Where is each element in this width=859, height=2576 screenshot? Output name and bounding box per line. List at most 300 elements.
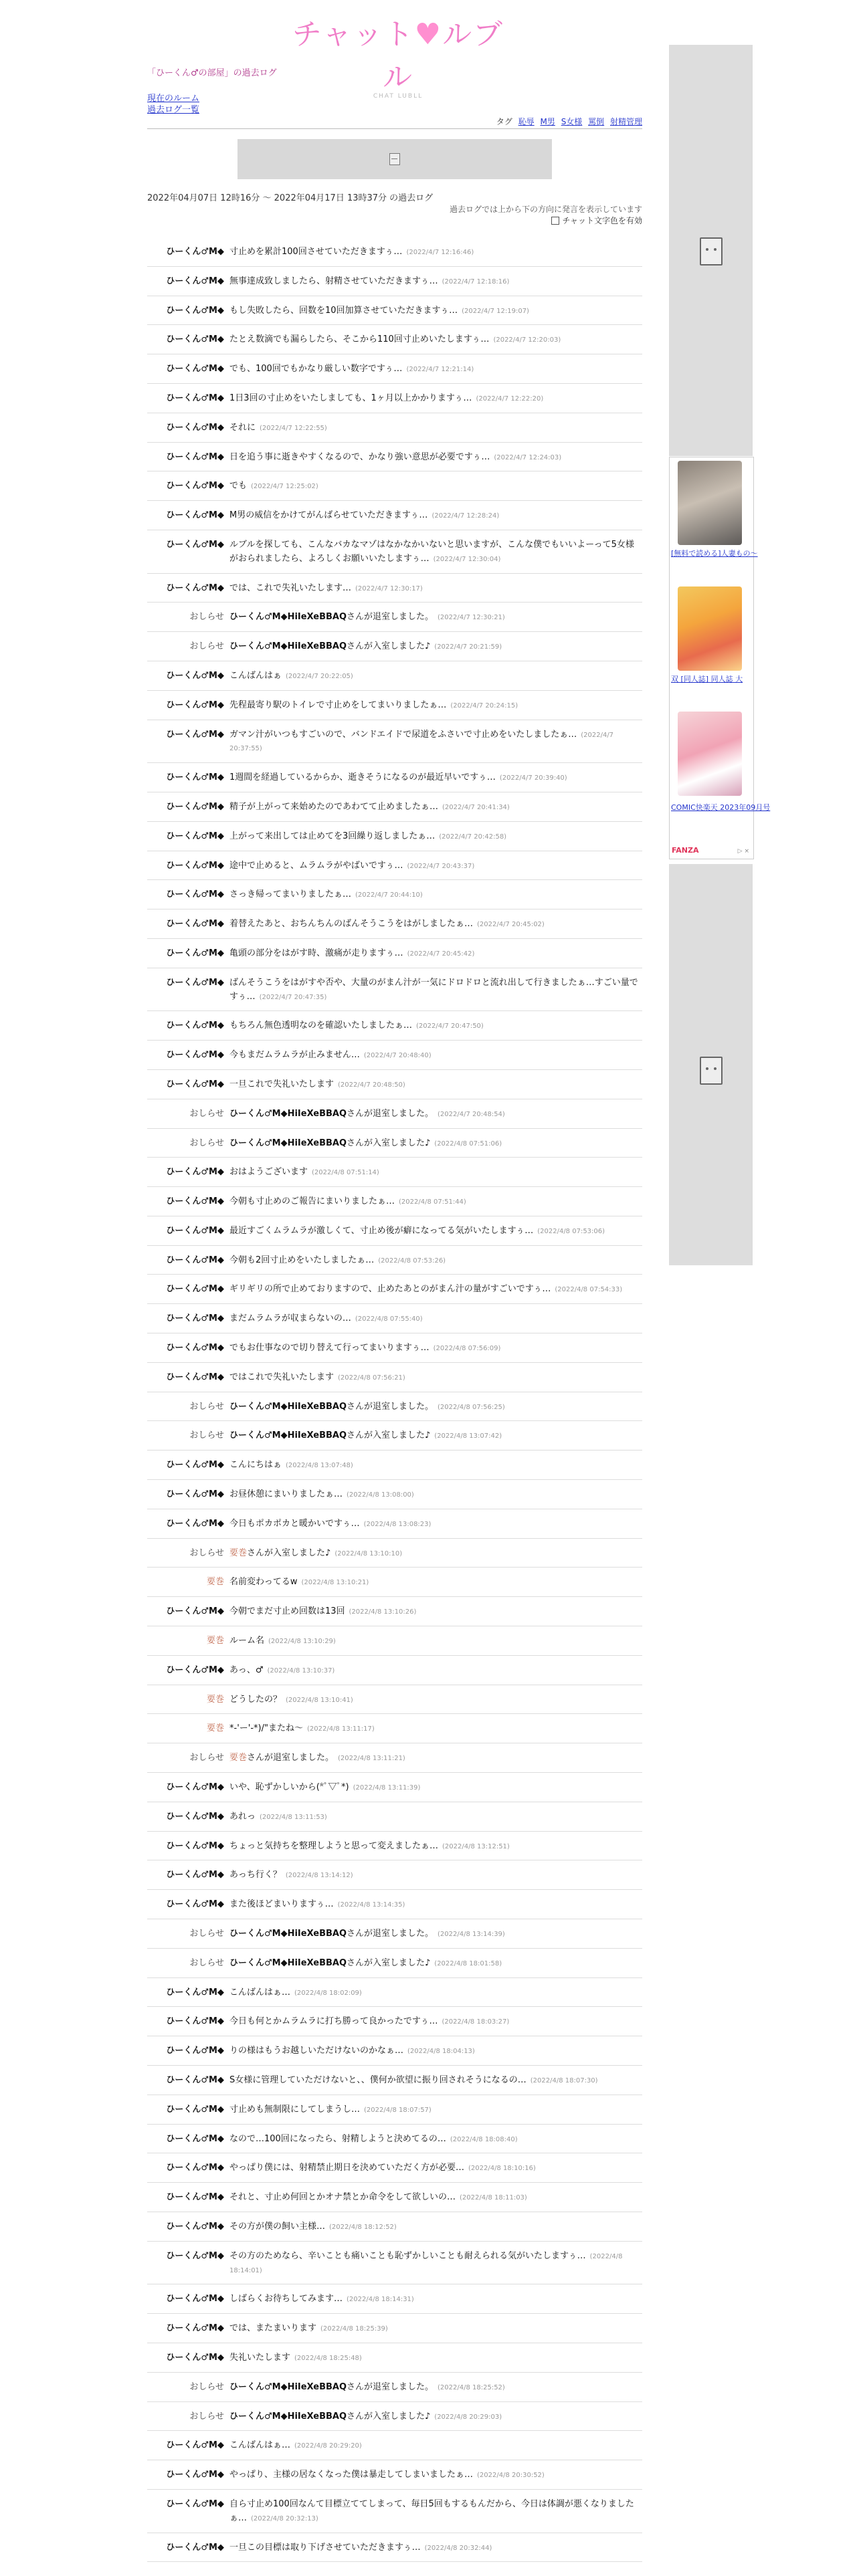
message-text: あれっ <box>229 1811 256 1822</box>
chat-message-row <box>147 1685 642 1715</box>
chat-message-row <box>147 1978 642 2008</box>
page-title: 「ひーくん♂の部屋」の過去ログ <box>147 68 277 78</box>
message-body <box>229 245 642 259</box>
message-text: さんが入室しました♪ <box>347 641 431 652</box>
chat-message-row <box>147 1773 642 1802</box>
message-timestamp: (2022/4/7 12:16:46) <box>406 249 474 256</box>
message-text: 一旦これで失礼いたします <box>229 1079 335 1089</box>
chat-message-row <box>147 603 642 632</box>
message-body <box>229 1312 642 1326</box>
message-body <box>229 1254 642 1268</box>
message-author: ひーくん♂M◆ <box>166 1313 224 1324</box>
message-body <box>229 1751 642 1765</box>
message-author: ひーくん♂M◆ <box>166 1870 224 1881</box>
message-body <box>229 333 642 347</box>
message-body <box>229 1459 642 1473</box>
chat-message-row <box>147 2533 642 2563</box>
message-timestamp: (2022/4/8 20:29:03) <box>434 2413 502 2421</box>
message-timestamp: (2022/4/8 20:32:13) <box>251 2514 318 2523</box>
message-text: やっぱり、主様の居なくなった僕は暴走してしまいましたぁ… <box>229 2470 474 2480</box>
chat-message-row <box>147 720 642 764</box>
message-body <box>229 1107 642 1121</box>
chat-message-row <box>147 2125 642 2154</box>
message-body <box>229 1868 642 1883</box>
message-author: ひーくん♂M◆ <box>166 2133 224 2144</box>
chat-message-row <box>147 1509 642 1539</box>
message-timestamp: (2022/4/7 20:39:40) <box>499 774 567 782</box>
message-timestamp: (2022/4/8 18:07:57) <box>364 2106 432 2114</box>
message-timestamp: (2022/4/7 12:22:20) <box>476 395 544 403</box>
user-name: ひーくん♂M◆HiIeXeBBAQ <box>229 641 347 652</box>
message-author: おしらせ <box>189 1547 224 1558</box>
message-body <box>229 1634 642 1648</box>
message-author: ひーくん♂M◆ <box>166 2323 224 2334</box>
chat-message-row <box>147 413 642 443</box>
chat-message-row <box>147 1890 642 1919</box>
message-body <box>229 1781 642 1795</box>
message-timestamp: (2022/4/7 12:30:17) <box>355 584 423 593</box>
message-body <box>229 976 642 1004</box>
message-timestamp: (2022/4/8 18:02:09) <box>294 1989 362 1997</box>
message-author: ひーくん♂M◆ <box>166 305 224 316</box>
message-body <box>229 451 642 465</box>
message-timestamp: (2022/4/8 13:08:23) <box>363 1520 432 1528</box>
message-body <box>229 1078 642 1092</box>
message-text: でも、100回でもかなり厳しい数字ですぅ… <box>229 364 403 374</box>
message-body <box>229 1371 642 1385</box>
message-author: ひーくん♂M◆ <box>166 977 224 988</box>
message-author: ひーくん♂M◆ <box>166 2163 224 2173</box>
message-text: 失礼いたします <box>229 2352 291 2363</box>
chat-message-row <box>147 2242 642 2285</box>
message-author: ひーくん♂M◆ <box>166 1284 224 1295</box>
tag-link[interactable]: S女様 <box>561 117 583 126</box>
message-author: ひーくん♂M◆ <box>166 247 224 257</box>
message-body <box>229 2498 642 2526</box>
message-timestamp: (2022/4/8 13:11:21) <box>338 1755 405 1763</box>
message-text: 今もまだムラムラが止みません… <box>229 1050 360 1061</box>
message-body <box>229 1664 642 1678</box>
side-ad-manga[interactable] <box>669 457 771 859</box>
message-timestamp: (2022/4/8 18:10:16) <box>468 2165 536 2173</box>
message-author: ひーくん♂M◆ <box>166 334 224 345</box>
side-ad-bottom[interactable] <box>669 864 753 1265</box>
tag-link[interactable]: 罵倒 <box>588 117 605 126</box>
message-text: 精子が上がって来始めたのであわてて止めましたぁ… <box>229 801 439 812</box>
message-body <box>229 1224 642 1239</box>
message-timestamp: (2022/4/7 20:37:55) <box>229 731 614 753</box>
chat-message-row <box>147 2460 642 2490</box>
message-author: おしらせ <box>189 1138 224 1148</box>
message-body <box>229 392 642 406</box>
message-timestamp: (2022/4/8 07:53:06) <box>537 1227 605 1235</box>
chat-message-row <box>147 1216 642 1246</box>
message-author: おしらせ <box>189 2381 224 2392</box>
message-body <box>229 582 642 596</box>
message-timestamp: (2022/4/7 12:30:21) <box>438 614 505 622</box>
chat-message-row <box>147 443 642 472</box>
side-ad-top[interactable] <box>669 45 753 456</box>
message-text: それと、寸止め何回とかオナ禁とか命令をして欲しいの… <box>229 2192 456 2203</box>
message-text: なので…100回になったら、射精しようと決めてるの… <box>229 2133 446 2144</box>
message-text: さんが入室しました♪ <box>247 1547 331 1558</box>
message-timestamp: (2022/4/8 13:10:26) <box>349 1608 417 1616</box>
manga-thumbnail[interactable] <box>678 461 742 545</box>
message-timestamp: (2022/4/7 12:22:55) <box>260 424 327 432</box>
message-author: ひーくん♂M◆ <box>166 889 224 900</box>
tag-link[interactable]: 恥辱 <box>518 117 535 126</box>
message-timestamp: (2022/4/8 13:12:51) <box>442 1842 510 1850</box>
message-author: 要巻 <box>206 1636 224 1646</box>
message-timestamp: (2022/4/8 07:55:40) <box>355 1315 423 1323</box>
message-timestamp: (2022/4/8 20:30:52) <box>477 2472 545 2480</box>
message-timestamp: (2022/4/8 07:56:09) <box>433 1345 501 1353</box>
message-author: ひーくん♂M◆ <box>166 1225 224 1236</box>
message-body <box>229 1927 642 1941</box>
message-timestamp: (2022/4/7 20:44:10) <box>355 891 423 899</box>
message-body <box>229 830 642 844</box>
message-timestamp: (2022/4/8 18:14:01) <box>229 2252 623 2274</box>
message-timestamp: (2022/4/8 18:04:13) <box>407 2048 475 2056</box>
message-body <box>229 2381 642 2395</box>
message-body <box>229 1400 642 1414</box>
message-body <box>229 304 642 318</box>
heart-icon: ♥ <box>414 17 443 51</box>
message-body <box>229 1840 642 1854</box>
chat-message-row <box>147 471 642 501</box>
logo-subtitle: CHAT LUBLL <box>373 93 423 100</box>
chat-message-row <box>147 1099 642 1129</box>
user-name: ひーくん♂M◆HiIeXeBBAQ <box>229 1138 347 1148</box>
message-author: ひーくん♂M◆ <box>166 2352 224 2363</box>
message-text: それに <box>229 422 256 433</box>
chat-message-row <box>147 1568 642 1597</box>
message-body <box>229 1898 642 1912</box>
message-timestamp: (2022/4/7 20:47:35) <box>259 993 327 1001</box>
chat-message-row <box>147 2373 642 2402</box>
broken-image-icon <box>700 237 721 264</box>
message-text: さんが入室しました♪ <box>347 2411 431 2422</box>
chat-message-row <box>147 691 642 720</box>
message-timestamp: (2022/4/8 13:10:10) <box>335 1549 403 1558</box>
message-author: ひーくん♂M◆ <box>166 772 224 783</box>
message-author: ひーくん♂M◆ <box>166 1460 224 1471</box>
manga-caption[interactable]: COMIC快楽天 2023年09月号 <box>671 803 771 812</box>
message-text: あっ、♂ <box>229 1665 264 1675</box>
message-text: 寸止めも無制限にしてしまうし… <box>229 2104 361 2115</box>
site-logo[interactable] <box>278 10 518 100</box>
user-name: ひーくん♂M◆HiIeXeBBAQ <box>229 1957 347 1968</box>
message-author: ひーくん♂M◆ <box>166 948 224 958</box>
message-timestamp: (2022/4/8 20:29:20) <box>294 2442 362 2450</box>
message-timestamp: (2022/4/8 13:08:00) <box>347 1491 414 1499</box>
message-text: その方のためなら、辛いことも痛いことも恥ずかしいことも耐えられる気がいたしますぅ… <box>229 2250 586 2261</box>
message-author: ひーくん♂M◆ <box>166 2221 224 2232</box>
banner-ad[interactable] <box>237 139 552 179</box>
message-text: 亀頭の部分をはがす時、激痛が走りますぅ… <box>229 948 403 958</box>
chat-message-row <box>147 296 642 326</box>
user-name: ひーくん♂M◆HiIeXeBBAQ <box>229 1108 347 1119</box>
log-date-range: 2022年04月07日 12時16分 ～ 2022年04月17日 13時37分 の過去ログ <box>147 193 434 203</box>
message-timestamp: (2022/4/8 13:07:42) <box>434 1432 502 1440</box>
message-text: 無事達成致しましたら、射精させていただきますぅ… <box>229 276 438 286</box>
message-author: おしらせ <box>189 2411 224 2422</box>
message-timestamp: (2022/4/8 13:10:21) <box>301 1579 369 1587</box>
message-text: M男の威信をかけてがんばらせていただきますぅ… <box>229 510 428 521</box>
chat-message-row <box>147 2212 642 2242</box>
message-text: 今朝でまだ寸止め回数は13回 <box>229 1606 345 1617</box>
message-text: 一旦この目標は取り下げさせていただきますぅ… <box>229 2542 421 2553</box>
message-timestamp: (2022/4/8 18:07:30) <box>530 2077 598 2084</box>
message-timestamp: (2022/4/8 13:11:17) <box>306 1725 375 1733</box>
message-body <box>229 2044 642 2058</box>
message-timestamp: (2022/4/7 12:25:02) <box>251 483 318 491</box>
logo-text-2: ルブル <box>383 17 504 94</box>
message-body <box>229 509 642 523</box>
message-timestamp: (2022/4/7 20:48:54) <box>438 1110 505 1118</box>
message-text: 最近すごくムラムラが激しくて、寸止め後が癖になってる気がいたしますぅ… <box>229 1225 534 1236</box>
message-text: 今日も何とかムラムラに打ち勝って良かったですぅ… <box>229 2016 438 2027</box>
message-body <box>229 1986 642 2000</box>
message-text: 今朝も2回寸止めをいたしましたぁ… <box>229 1255 375 1265</box>
message-timestamp: (2022/4/7 20:42:58) <box>439 833 507 841</box>
chat-message-row <box>147 1539 642 1568</box>
message-text: さんが入室しました♪ <box>347 1138 431 1148</box>
message-author: ひーくん♂M◆ <box>166 2075 224 2085</box>
chat-message-row <box>147 354 642 384</box>
chat-message-row <box>147 1011 642 1041</box>
message-author: ひーくん♂M◆ <box>166 2016 224 2027</box>
message-author: 要巻 <box>206 1577 224 1588</box>
message-body <box>229 2410 642 2424</box>
message-body <box>229 2292 642 2306</box>
message-author: ひーくん♂M◆ <box>166 1782 224 1793</box>
chat-message-row <box>147 2066 642 2095</box>
message-timestamp: (2022/4/7 20:22:05) <box>286 672 353 680</box>
chat-message-row <box>147 2402 642 2432</box>
checkbox[interactable] <box>551 217 559 225</box>
message-body <box>229 2351 642 2365</box>
message-body <box>229 640 642 654</box>
chat-message-row <box>147 1949 642 1978</box>
chat-message-row <box>147 880 642 909</box>
chat-message-row <box>147 501 642 530</box>
message-timestamp: (2022/4/7 12:18:16) <box>442 278 510 286</box>
message-text: あっち行く？ <box>229 1870 282 1881</box>
user-name: ひーくん♂M◆HiIeXeBBAQ <box>229 1401 347 1412</box>
chat-message-row <box>147 1363 642 1392</box>
message-timestamp: (2022/4/8 13:10:29) <box>268 1638 336 1646</box>
manga-caption[interactable]: 双 [同人誌] 同人誌 大 <box>671 675 743 683</box>
manga-thumbnail[interactable] <box>678 586 742 671</box>
chat-message-row <box>147 1919 642 1949</box>
chat-message-row <box>147 2095 642 2125</box>
chat-message-row <box>147 325 642 354</box>
tag-link[interactable]: M男 <box>540 117 555 126</box>
message-timestamp: (2022/4/8 18:03:27) <box>442 2018 510 2026</box>
message-author: おしらせ <box>189 1430 224 1441</box>
message-timestamp: (2022/4/8 18:14:31) <box>347 2296 414 2304</box>
tag-link[interactable]: 射精管理 <box>609 117 642 126</box>
message-body <box>229 1576 642 1590</box>
message-text: こんばんはぁ… <box>229 1987 291 1998</box>
message-timestamp: (2022/4/7 12:24:03) <box>494 453 562 461</box>
message-timestamp: (2022/4/8 18:08:40) <box>450 2135 518 2143</box>
chat-message-row <box>147 1187 642 1216</box>
chat-message-row <box>147 384 642 413</box>
message-author: ひーくん♂M◆ <box>166 364 224 374</box>
chat-message-row <box>147 1832 642 1861</box>
message-text: さんが退室しました。 <box>347 1401 434 1412</box>
chat-message-row <box>147 2284 642 2314</box>
chat-message-row <box>147 2490 642 2533</box>
message-text: 今朝も寸止めのご報告にまいりましたぁ… <box>229 1196 395 1207</box>
message-body <box>229 1547 642 1561</box>
message-author: ひーくん♂M◆ <box>166 422 224 433</box>
message-author: ひーくん♂M◆ <box>166 919 224 930</box>
chat-message-row <box>147 574 642 603</box>
message-timestamp: (2022/4/8 13:10:41) <box>286 1696 353 1704</box>
message-author: ひーくん♂M◆ <box>166 393 224 403</box>
ad-controls[interactable]: ▷ × <box>737 848 749 855</box>
message-body <box>229 362 642 377</box>
message-author: ひーくん♂M◆ <box>166 1606 224 1617</box>
chat-color-toggle[interactable] <box>551 215 642 226</box>
current-room-link[interactable]: 現在のルーム <box>147 94 200 104</box>
message-author: 要巻 <box>206 1694 224 1705</box>
user-name: ひーくん♂M◆HiIeXeBBAQ <box>229 2381 347 2392</box>
chat-message-row <box>147 1597 642 1626</box>
message-timestamp: (2022/4/7 20:43:37) <box>407 862 475 870</box>
message-author: ひーくん♂M◆ <box>166 1021 224 1031</box>
logo-text-1: チャット <box>292 17 415 51</box>
message-timestamp: (2022/4/8 07:51:14) <box>312 1169 379 1177</box>
message-timestamp: (2022/4/8 07:56:25) <box>438 1403 505 1411</box>
message-author: ひーくん♂M◆ <box>166 1665 224 1675</box>
chat-message-row <box>147 2183 642 2212</box>
message-timestamp: (2022/4/7 20:48:40) <box>363 1052 432 1060</box>
message-author: ひーくん♂M◆ <box>166 670 224 681</box>
message-text: さんが入室しました♪ <box>347 1430 431 1441</box>
chat-message-row <box>147 2036 642 2066</box>
message-text: もし失敗したら、回数を10回加算させていただきますぅ… <box>229 305 458 316</box>
message-author: ひーくん♂M◆ <box>166 2470 224 2480</box>
message-body <box>229 947 642 961</box>
message-body <box>229 1049 642 1063</box>
message-body <box>229 859 642 873</box>
log-order-note: 過去ログでは上から下の方向に発言を表示しています <box>449 205 642 214</box>
message-text: S女様に管理していただけないと、、僕何か欲望に振り回されそうになるの… <box>229 2075 527 2085</box>
message-text: では、これで失礼いたします… <box>229 582 352 593</box>
message-text: おはようございます <box>229 1167 308 1178</box>
message-author: ひーくん♂M◆ <box>166 582 224 593</box>
message-timestamp: (2022/4/8 13:11:53) <box>260 1813 327 1821</box>
message-author: おしらせ <box>189 1401 224 1412</box>
chat-message-row <box>147 851 642 881</box>
message-timestamp: (2022/4/8 18:12:52) <box>329 2223 397 2231</box>
message-body <box>229 1957 642 1971</box>
message-text: こんにちはぁ <box>229 1460 282 1471</box>
message-text: まだムラムラが収まらないの… <box>229 1313 351 1324</box>
chat-message-row <box>147 1451 642 1480</box>
message-text: さんが退室しました。 <box>347 612 434 623</box>
message-timestamp: (2022/4/7 20:48:50) <box>338 1081 405 1089</box>
message-author: おしらせ <box>189 1108 224 1119</box>
message-text: しばらくお待ちしてみます… <box>229 2294 343 2304</box>
message-body <box>229 1810 642 1824</box>
message-author: ひーくん♂M◆ <box>166 1079 224 1089</box>
tag-label: タグ <box>496 117 512 126</box>
message-body <box>229 2220 642 2234</box>
user-name: 要巻 <box>229 1547 248 1558</box>
message-body <box>229 421 642 435</box>
message-text: 着替えたあと、おちんちんのばんそうこうをはがしましたぁ… <box>229 919 474 930</box>
chat-message-row <box>147 1480 642 1509</box>
chat-message-row <box>147 2431 642 2460</box>
past-log-list-link[interactable]: 過去ログ一覧 <box>147 105 200 115</box>
message-timestamp: (2022/4/8 13:07:48) <box>286 1462 353 1470</box>
message-body <box>229 2015 642 2029</box>
message-body <box>229 611 642 625</box>
chat-message-row <box>147 1246 642 1275</box>
message-body <box>229 699 642 713</box>
message-author: ひーくん♂M◆ <box>166 700 224 710</box>
manga-caption[interactable]: [無料で読める]人妻もの〜 <box>671 549 758 558</box>
message-author: ひーくん♂M◆ <box>166 276 224 286</box>
message-timestamp: (2022/4/8 13:14:39) <box>438 1931 505 1939</box>
message-author: ひーくん♂M◆ <box>166 2046 224 2056</box>
message-author: ひーくん♂M◆ <box>166 2192 224 2203</box>
message-author: ひーくん♂M◆ <box>166 2498 224 2509</box>
message-author: ひーくん♂M◆ <box>166 1899 224 1910</box>
message-text: 先程最寄り駅のトイレで寸止めをしてまいりましたぁ… <box>229 700 447 710</box>
message-text: 1日3回の寸止めをいたしましても、1ヶ月以上かかりますぅ… <box>229 393 472 403</box>
message-timestamp: (2022/4/7 12:21:14) <box>406 366 474 374</box>
message-body <box>229 1137 642 1151</box>
message-author: ひーくん♂M◆ <box>166 1372 224 1382</box>
message-body <box>229 918 642 932</box>
manga-thumbnail[interactable] <box>678 712 742 796</box>
message-body <box>229 275 642 289</box>
message-timestamp: (2022/4/8 13:14:35) <box>337 1901 405 1909</box>
chat-message-row <box>147 2314 642 2343</box>
message-timestamp: (2022/4/8 18:25:52) <box>438 2383 505 2391</box>
message-text: りの様はもうお越しいただけないのかなぁ… <box>229 2046 404 2056</box>
message-timestamp: (2022/4/7 20:21:59) <box>434 643 502 651</box>
chat-message-row <box>147 822 642 851</box>
message-author: おしらせ <box>189 1957 224 1968</box>
divider <box>147 128 642 129</box>
message-text: でもお仕事なので切り替えて行ってまいりますぅ… <box>229 1343 430 1354</box>
message-text: もちろん無色透明なのを確認いたしましたぁ… <box>229 1021 413 1031</box>
chat-message-row <box>147 909 642 939</box>
message-text: ちょっと気持ちを整理しようと思って変えましたぁ… <box>229 1840 439 1851</box>
message-timestamp: (2022/4/8 07:51:06) <box>434 1140 502 1148</box>
message-text: さんが退室しました。 <box>347 1929 434 1939</box>
message-author: ひーくん♂M◆ <box>166 1255 224 1265</box>
message-author: ひーくん♂M◆ <box>166 860 224 871</box>
message-body <box>229 1283 642 1297</box>
message-text: 自ら寸止め100回なんて目標立ててしまって、毎日5回もするもんだから、今日は体調が悪くなりましたぁ… <box>229 2498 634 2523</box>
message-body <box>229 1166 642 1180</box>
chat-message-row <box>147 237 642 267</box>
message-text: 途中で止めると、ムラムラがやばいですぅ… <box>229 860 403 871</box>
chat-message-row <box>147 1656 642 1685</box>
broken-image-icon <box>389 153 400 165</box>
message-text: ギリギリの所で止めておりますので、止めたあとのがまん汁の量がすごいですぅ… <box>229 1284 551 1295</box>
message-author: ひーくん♂M◆ <box>166 2250 224 2261</box>
message-author: ひーくん♂M◆ <box>166 1196 224 1207</box>
